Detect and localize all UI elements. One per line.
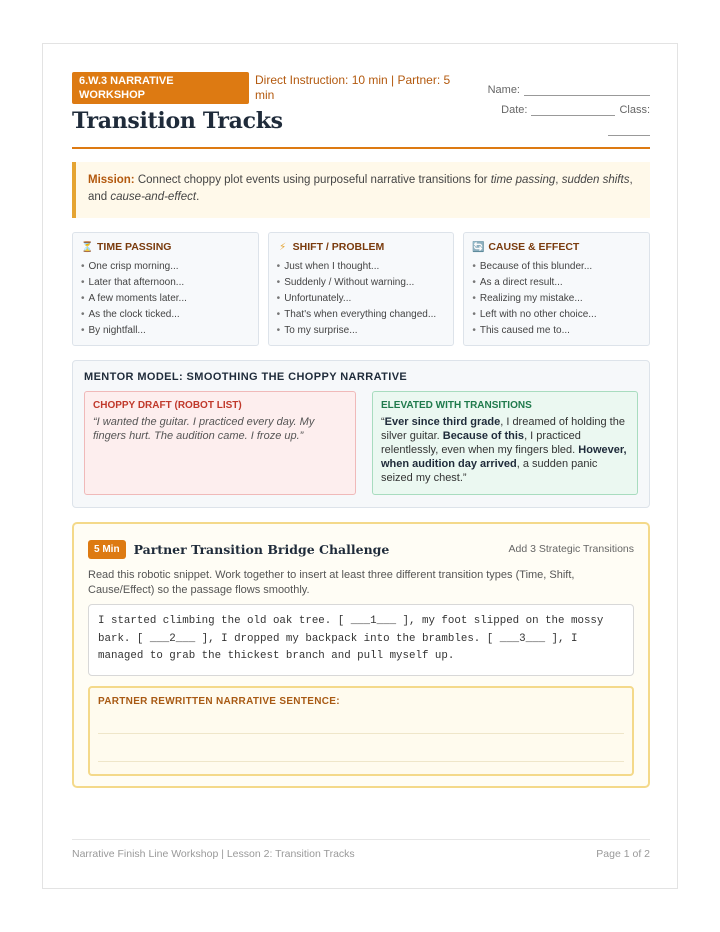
card-title (472, 241, 641, 253)
list-item: • A few moments later... (81, 291, 250, 307)
list-item: • As the clock ticked... (81, 307, 250, 323)
mission-em-time: time passing (490, 174, 556, 186)
draft-title: CHOPPY DRAFT (ROBOT LIST) (93, 400, 242, 411)
mentor-title: MENTOR MODEL: SMOOTHING THE CHOPPY NARRATIVE (84, 371, 408, 383)
challenge-header (88, 538, 634, 560)
transition-highlight: However, when audition day arrived (381, 444, 627, 470)
card-title (277, 241, 446, 253)
list-item: • As a direct result... (472, 275, 641, 291)
elevated-text-part: , a sudden panic seized my chest.” (381, 458, 598, 484)
list-item: • Because of this blunder... (472, 259, 641, 275)
footer (72, 839, 650, 860)
timing-info: Direct Instruction: 10 min | Partner: 5 min (255, 73, 451, 102)
minutes-badge: 5 Min (88, 540, 126, 559)
choppy-draft-box (84, 391, 356, 495)
elevated-box (372, 391, 638, 495)
standard-badge: 6.W.3 NARRATIVE WORKSHOP (72, 72, 249, 104)
list-item: • Realizing my mistake... (472, 291, 641, 307)
card-cause-effect (463, 232, 650, 346)
cycle-arrows-icon: 🔄 (472, 241, 485, 253)
mentor-comparison (84, 391, 638, 495)
card-list (277, 259, 446, 339)
card-title-label: TIME PASSING (97, 241, 172, 253)
quote-mark: “ (381, 416, 385, 428)
header (72, 72, 650, 148)
name-field[interactable] (480, 80, 650, 96)
robotic-snippet: I started climbing the old oak tree. [ ___1___ ], my foot slipped on the mossy bark. [ ___2___ ], I dropped my backpack into the brambles. [ ___3___ ], I managed to grab the thickest branch and pull myself up. (88, 604, 634, 676)
elevated-text (381, 415, 629, 485)
class-label: Class: (619, 104, 650, 116)
card-title (81, 241, 250, 253)
mission-em-cause: cause-and-effect (110, 191, 197, 203)
partner-challenge (72, 522, 650, 788)
mission-end: . (196, 191, 200, 203)
card-time-passing (72, 232, 259, 346)
date-line[interactable] (531, 106, 615, 116)
list-item: • That's when everything changed... (277, 307, 446, 323)
mentor-model (72, 360, 650, 508)
card-title-label: CAUSE & EFFECT (488, 241, 580, 253)
challenge-title: Partner Transition Bridge Challenge (133, 541, 390, 557)
worksheet-page (42, 43, 678, 889)
class-line[interactable] (608, 126, 650, 136)
transition-highlight: Ever since third grade (384, 416, 501, 428)
rewrite-label: PARTNER REWRITTEN NARRATIVE SENTENCE: (98, 696, 340, 707)
list-item: • Just when I thought... (277, 259, 446, 275)
hourglass-icon: ⏳ (81, 241, 94, 253)
list-item: • Unfortunately... (277, 291, 446, 307)
date-label: Date: (501, 104, 528, 116)
list-item: • Suddenly / Without warning... (277, 275, 446, 291)
list-item: • Later that afternoon... (81, 275, 250, 291)
draft-text: “I wanted the guitar. I practiced every day. My fingers hurt. The audition came. I froze up.” (93, 416, 315, 442)
name-line[interactable] (524, 86, 650, 96)
elevated-title: ELEVATED WITH TRANSITIONS (381, 400, 532, 411)
card-list (81, 259, 250, 339)
date-class-field[interactable] (480, 100, 650, 116)
writing-line[interactable] (98, 761, 624, 762)
list-item: • By nightfall... (81, 323, 250, 339)
list-item: • This caused me to... (472, 323, 641, 339)
mission-callout (72, 162, 650, 218)
elevated-text-part: , I practiced relentlessly, even when my fingers bled. (381, 430, 581, 456)
rewrite-box[interactable] (88, 686, 634, 776)
mission-text: Connect choppy plot events using purposeful narrative transitions for (137, 174, 488, 186)
writing-line[interactable] (98, 733, 624, 734)
card-list (472, 259, 641, 339)
list-item: • To my surprise... (277, 323, 446, 339)
mission-sep: , (555, 174, 559, 186)
header-divider (72, 147, 650, 149)
class-line-row[interactable] (480, 120, 650, 136)
footer-course: Narrative Finish Line Workshop | Lesson 2: Transition Tracks (72, 848, 355, 860)
list-item: • One crisp morning... (81, 259, 250, 275)
elevated-text-part: , I dreamed of holding the silver guitar. (381, 416, 625, 442)
mission-sep: , and (88, 174, 633, 203)
transition-highlight: Because of this (442, 430, 525, 442)
name-label: Name: (487, 84, 520, 96)
challenge-description: Read this robotic snippet. Work together to insert at least three different transition types (Time, Shift, Cause/Effect) so the passage flows smoothly. (88, 569, 575, 596)
mission-label: Mission: (88, 174, 135, 186)
transition-cards (72, 232, 650, 346)
page-title: Transition Tracks (72, 108, 283, 134)
lightning-icon: ⚡ (279, 241, 287, 253)
list-item: • Left with no other choice... (472, 307, 641, 323)
challenge-tag: Add 3 Strategic Transitions (508, 543, 634, 555)
page-number: Page 1 of 2 (596, 848, 650, 860)
card-shift-problem (268, 232, 455, 346)
student-fields (480, 80, 650, 140)
mission-em-shift: sudden shifts (561, 174, 630, 186)
card-title-label: SHIFT / PROBLEM (292, 241, 385, 253)
